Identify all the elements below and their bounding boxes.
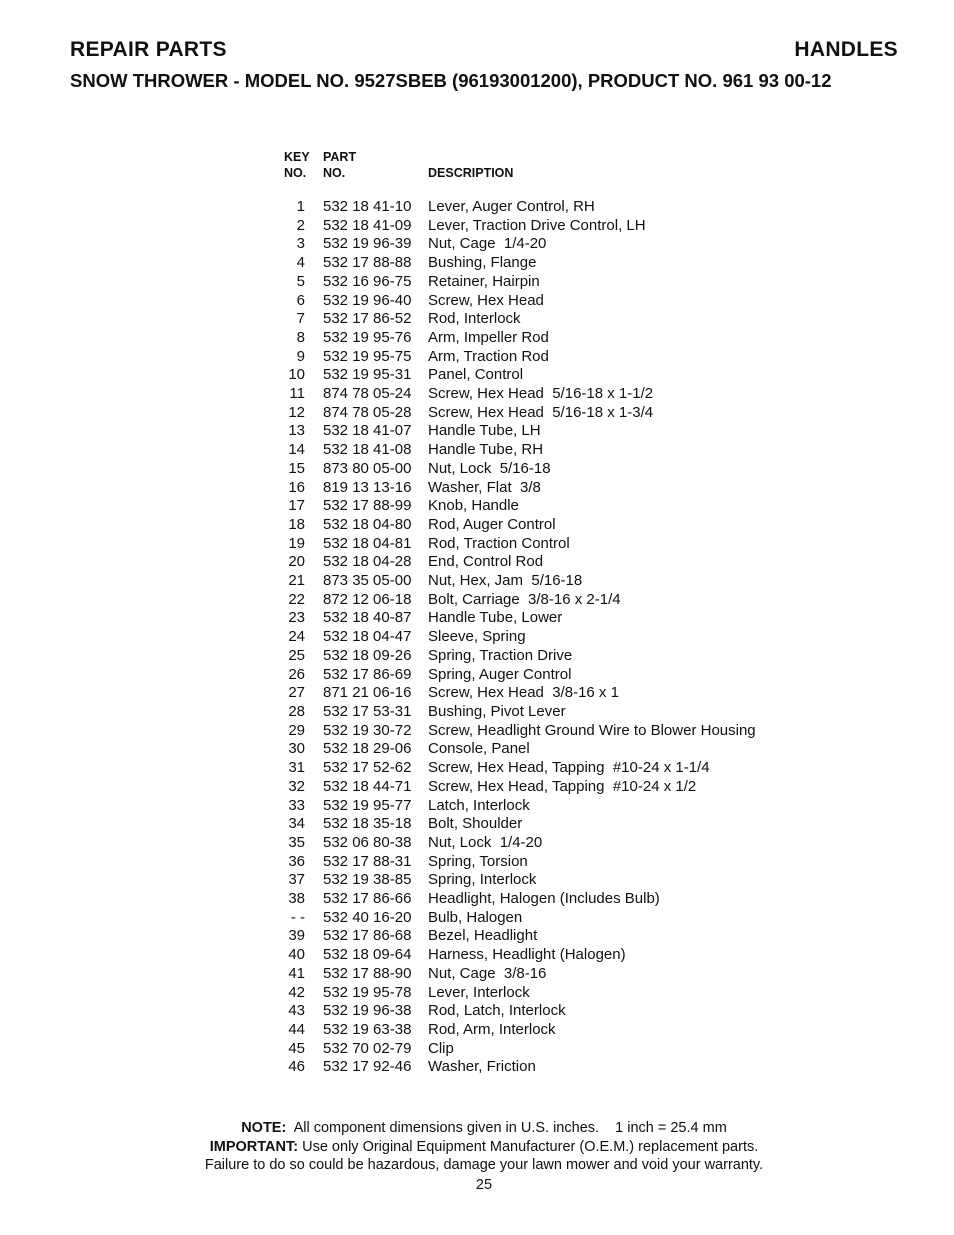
part-no-cell: 532 19 30-72 bbox=[323, 721, 412, 739]
key-no-cell: 46 bbox=[288, 1058, 305, 1076]
part-no-cell: 532 19 95-76 bbox=[323, 328, 412, 346]
description-cell: Knob, Handle bbox=[428, 497, 519, 515]
description-cell: Rod, Auger Control bbox=[428, 515, 556, 533]
part-no-cell: 873 80 05-00 bbox=[323, 459, 412, 477]
key-no-cell: 43 bbox=[288, 1002, 305, 1020]
parts-table-body bbox=[280, 198, 808, 1077]
key-no-cell: 40 bbox=[288, 946, 305, 964]
part-no-cell: 532 17 86-68 bbox=[323, 927, 412, 945]
key-no-cell: 38 bbox=[288, 890, 305, 908]
table-row bbox=[280, 759, 808, 778]
part-no-cell: 874 78 05-28 bbox=[323, 403, 412, 421]
table-row bbox=[280, 927, 808, 946]
table-row bbox=[280, 366, 808, 385]
table-row bbox=[280, 965, 808, 984]
key-no-cell: 11 bbox=[289, 385, 305, 403]
page-number: 25 bbox=[475, 1177, 493, 1193]
table-row bbox=[280, 217, 808, 236]
table-row bbox=[280, 740, 808, 759]
key-no-cell: 14 bbox=[288, 441, 305, 459]
part-no-cell: 532 17 53-31 bbox=[323, 702, 412, 720]
part-no-cell: 819 13 13-16 bbox=[323, 478, 412, 496]
table-row bbox=[280, 572, 808, 591]
table-row bbox=[280, 553, 808, 572]
part-no-cell: 532 19 63-38 bbox=[323, 1020, 412, 1038]
description-cell: Bolt, Shoulder bbox=[428, 815, 523, 833]
description-cell: Washer, Flat 3/8 bbox=[428, 478, 541, 496]
table-row bbox=[280, 198, 808, 217]
key-no-cell: 25 bbox=[288, 646, 305, 664]
description-cell: Nut, Lock 5/16-18 bbox=[428, 459, 551, 477]
part-no-cell: 532 17 52-62 bbox=[323, 759, 412, 777]
part-no-cell: 532 19 96-40 bbox=[323, 291, 412, 309]
table-row bbox=[280, 703, 808, 722]
part-no-cell: 874 78 05-24 bbox=[323, 385, 412, 403]
section-name: HANDLES bbox=[794, 38, 898, 61]
header-part-line1: PART bbox=[323, 150, 357, 164]
footer-notes bbox=[0, 1119, 954, 1175]
part-no-cell: 532 19 95-78 bbox=[323, 983, 412, 1001]
description-cell: Lever, Auger Control, RH bbox=[428, 198, 595, 215]
key-no-cell: 19 bbox=[288, 534, 305, 552]
part-no-cell: 532 18 41-08 bbox=[323, 441, 412, 459]
key-no-cell: 3 bbox=[296, 235, 305, 253]
description-cell: Bushing, Flange bbox=[428, 254, 537, 272]
description-cell: End, Control Rod bbox=[428, 553, 544, 571]
part-no-cell: 532 06 80-38 bbox=[323, 833, 412, 851]
part-no-cell: 532 18 41-07 bbox=[323, 422, 412, 440]
description-cell: Screw, Hex Head 5/16-18 x 1-1/2 bbox=[428, 385, 654, 403]
description-cell: Screw, Headlight Ground Wire to Blower Housing bbox=[428, 721, 756, 739]
part-no-cell: 532 18 04-81 bbox=[323, 534, 412, 552]
header-part-no bbox=[323, 150, 428, 198]
key-no-cell: 21 bbox=[288, 572, 305, 590]
description-cell: Spring, Torsion bbox=[428, 852, 528, 870]
part-no-cell: 532 18 40-87 bbox=[323, 609, 412, 627]
part-no-cell: 871 21 06-16 bbox=[323, 684, 412, 702]
description-cell: Arm, Impeller Rod bbox=[428, 328, 549, 346]
description-cell: Headlight, Halogen (Includes Bulb) bbox=[428, 890, 660, 908]
page-header bbox=[70, 38, 898, 68]
description-cell: Rod, Arm, Interlock bbox=[428, 1020, 556, 1038]
key-no-cell: 34 bbox=[288, 815, 305, 833]
description-cell: Console, Panel bbox=[428, 740, 530, 758]
key-no-cell: 22 bbox=[288, 590, 305, 608]
table-row bbox=[280, 946, 808, 965]
table-row bbox=[280, 984, 808, 1003]
part-no-cell: 532 18 04-80 bbox=[323, 515, 412, 533]
description-cell: Screw, Hex Head 3/8-16 x 1 bbox=[428, 684, 619, 702]
part-no-cell: 532 17 88-31 bbox=[323, 852, 412, 870]
key-no-cell: 31 bbox=[288, 759, 305, 777]
table-row bbox=[280, 1058, 808, 1077]
key-no-cell: 37 bbox=[288, 871, 305, 889]
table-row bbox=[280, 722, 808, 741]
part-no-cell: 532 18 44-71 bbox=[323, 777, 412, 795]
key-no-cell: 20 bbox=[288, 553, 305, 571]
part-no-cell: 532 17 88-99 bbox=[323, 497, 412, 515]
table-row bbox=[280, 385, 808, 404]
key-no-cell: 33 bbox=[288, 796, 305, 814]
description-cell: Nut, Hex, Jam 5/16-18 bbox=[428, 572, 583, 590]
description-cell: Sleeve, Spring bbox=[428, 628, 526, 646]
key-no-cell: 41 bbox=[288, 964, 305, 982]
key-no-cell: 27 bbox=[288, 684, 305, 702]
table-row bbox=[280, 460, 808, 479]
description-cell: Lever, Interlock bbox=[428, 983, 530, 1001]
key-no-cell: 36 bbox=[288, 852, 305, 870]
key-no-cell: 44 bbox=[288, 1020, 305, 1038]
key-no-cell: 5 bbox=[296, 272, 305, 290]
table-row bbox=[280, 348, 808, 367]
part-no-cell: 532 18 04-28 bbox=[323, 553, 412, 571]
description-cell: Spring, Traction Drive bbox=[428, 646, 573, 664]
key-no-cell: 39 bbox=[288, 927, 305, 945]
description-cell: Bulb, Halogen bbox=[428, 908, 523, 926]
key-no-cell: 24 bbox=[288, 628, 305, 646]
table-row bbox=[280, 797, 808, 816]
table-row bbox=[280, 273, 808, 292]
description-cell: Nut, Lock 1/4-20 bbox=[428, 833, 543, 851]
part-no-cell: 532 17 92-46 bbox=[323, 1058, 412, 1076]
description-cell: Washer, Friction bbox=[428, 1058, 536, 1076]
key-no-cell: 35 bbox=[288, 833, 305, 851]
part-no-cell: 532 17 86-69 bbox=[323, 665, 412, 683]
subtitle-suffix: (96193001200), PRODUCT NO. 961 93 00-12 bbox=[446, 70, 832, 91]
part-no-cell: 532 19 95-75 bbox=[323, 347, 412, 365]
key-no-cell: 28 bbox=[288, 702, 305, 720]
key-no-cell: 23 bbox=[288, 609, 305, 627]
key-no-cell: 10 bbox=[288, 366, 305, 384]
table-row bbox=[280, 647, 808, 666]
description-cell: Handle Tube, LH bbox=[428, 422, 541, 440]
table-row bbox=[280, 422, 808, 441]
key-no-cell: 8 bbox=[296, 328, 305, 346]
description-cell: Spring, Auger Control bbox=[428, 665, 572, 683]
key-no-cell: 12 bbox=[288, 403, 305, 421]
table-row bbox=[280, 535, 808, 554]
key-no-cell: 42 bbox=[288, 983, 305, 1001]
table-row bbox=[280, 778, 808, 797]
table-row bbox=[280, 871, 808, 890]
table-row bbox=[280, 684, 808, 703]
table-row bbox=[280, 292, 808, 311]
part-no-cell: 532 17 86-66 bbox=[323, 890, 412, 908]
table-row bbox=[280, 1040, 808, 1059]
note-label: NOTE: bbox=[241, 1120, 287, 1136]
table-row bbox=[280, 479, 808, 498]
part-no-cell: 532 17 88-90 bbox=[323, 964, 412, 982]
description-cell: Spring, Interlock bbox=[428, 871, 537, 889]
header-key-line2: NO. bbox=[284, 165, 307, 180]
description-cell: Screw, Hex Head, Tapping #10-24 x 1/2 bbox=[428, 777, 697, 795]
table-row bbox=[280, 609, 808, 628]
header-part-line2: NO. bbox=[323, 165, 346, 180]
important-line bbox=[0, 1138, 954, 1157]
key-no-cell: 16 bbox=[288, 478, 305, 496]
key-no-cell: 2 bbox=[296, 216, 305, 234]
subtitle-prefix: SNOW THROWER - MODEL NO. bbox=[70, 70, 355, 91]
description-cell: Handle Tube, RH bbox=[428, 441, 544, 459]
description-cell: Handle Tube, Lower bbox=[428, 609, 563, 627]
description-cell: Harness, Headlight (Halogen) bbox=[428, 946, 626, 964]
header-description: DESCRIPTION bbox=[428, 165, 514, 180]
description-cell: Rod, Traction Control bbox=[428, 534, 570, 552]
note-line bbox=[0, 1119, 954, 1138]
table-row bbox=[280, 441, 808, 460]
table-row bbox=[280, 890, 808, 909]
part-no-cell: 532 18 29-06 bbox=[323, 740, 412, 758]
description-cell: Lever, Traction Drive Control, LH bbox=[428, 216, 646, 234]
part-no-cell: 532 17 86-52 bbox=[323, 310, 412, 328]
table-row bbox=[280, 310, 808, 329]
part-no-cell: 532 18 41-09 bbox=[323, 216, 412, 234]
key-no-cell: 17 bbox=[288, 497, 305, 515]
part-no-cell: 532 18 04-47 bbox=[323, 628, 412, 646]
part-no-cell: 873 35 05-00 bbox=[323, 572, 412, 590]
part-no-cell: 532 19 95-31 bbox=[323, 366, 412, 384]
part-no-cell: 532 18 41-10 bbox=[323, 198, 412, 215]
note-text: All component dimensions given in U.S. inches. 1 inch = 25.4 mm bbox=[286, 1120, 727, 1136]
header-key-line1: KEY bbox=[284, 150, 310, 164]
description-cell: Panel, Control bbox=[428, 366, 524, 384]
description-cell: Bezel, Headlight bbox=[428, 927, 538, 945]
table-row bbox=[280, 666, 808, 685]
part-no-cell: 532 19 96-39 bbox=[323, 235, 412, 253]
description-cell: Screw, Hex Head 5/16-18 x 1-3/4 bbox=[428, 403, 654, 421]
table-row bbox=[280, 834, 808, 853]
key-no-cell: 45 bbox=[288, 1039, 305, 1057]
part-no-cell: 532 18 35-18 bbox=[323, 815, 412, 833]
description-cell: Rod, Latch, Interlock bbox=[428, 1002, 566, 1020]
table-row bbox=[280, 815, 808, 834]
description-cell: Nut, Cage 3/8-16 bbox=[428, 964, 547, 982]
part-no-cell: 532 19 96-38 bbox=[323, 1002, 412, 1020]
description-cell: Bushing, Pivot Lever bbox=[428, 702, 566, 720]
parts-table bbox=[280, 150, 808, 1077]
section-title: REPAIR PARTS bbox=[70, 38, 227, 61]
header-row bbox=[280, 150, 808, 198]
table-row bbox=[280, 404, 808, 423]
part-no-cell: 532 18 09-26 bbox=[323, 646, 412, 664]
description-cell: Nut, Cage 1/4-20 bbox=[428, 235, 547, 253]
description-cell: Screw, Hex Head bbox=[428, 291, 544, 309]
key-no-cell: 30 bbox=[288, 740, 305, 758]
key-no-cell: 1 bbox=[296, 198, 305, 215]
table-row bbox=[280, 909, 808, 928]
key-no-cell: - - bbox=[290, 908, 305, 926]
description-cell: Arm, Traction Rod bbox=[428, 347, 549, 365]
part-no-cell: 532 18 09-64 bbox=[323, 946, 412, 964]
table-row bbox=[280, 235, 808, 254]
table-row bbox=[280, 853, 808, 872]
key-no-cell: 32 bbox=[288, 777, 305, 795]
part-no-cell: 532 40 16-20 bbox=[323, 908, 412, 926]
table-row bbox=[280, 254, 808, 273]
table-row bbox=[280, 329, 808, 348]
header-key-no bbox=[280, 150, 323, 198]
warning-line: Failure to do so could be hazardous, damage your lawn mower and void your warranty. bbox=[204, 1157, 764, 1173]
part-no-cell: 872 12 06-18 bbox=[323, 590, 412, 608]
model-subtitle bbox=[70, 70, 900, 92]
important-label: IMPORTANT: bbox=[209, 1138, 299, 1155]
part-no-cell: 532 19 38-85 bbox=[323, 871, 412, 889]
key-no-cell: 18 bbox=[288, 515, 305, 533]
description-cell: Latch, Interlock bbox=[428, 796, 530, 814]
table-row bbox=[280, 628, 808, 647]
key-no-cell: 6 bbox=[296, 291, 305, 309]
part-no-cell: 532 19 95-77 bbox=[323, 796, 412, 814]
key-no-cell: 26 bbox=[288, 665, 305, 683]
key-no-cell: 9 bbox=[296, 347, 305, 365]
key-no-cell: 15 bbox=[288, 459, 305, 477]
important-text: Use only Original Equipment Manufacturer (O.E.M.) replacement parts. bbox=[298, 1138, 759, 1155]
model-number: 9527SBEB bbox=[354, 70, 447, 91]
key-no-cell: 7 bbox=[296, 310, 305, 328]
key-no-cell: 29 bbox=[288, 721, 305, 739]
key-no-cell: 13 bbox=[288, 422, 305, 440]
parts-table-header bbox=[280, 150, 808, 198]
part-no-cell: 532 17 88-88 bbox=[323, 254, 412, 272]
key-no-cell: 4 bbox=[296, 254, 305, 272]
table-row bbox=[280, 516, 808, 535]
table-row bbox=[280, 1002, 808, 1021]
description-cell: Screw, Hex Head, Tapping #10-24 x 1-1/4 bbox=[428, 759, 710, 777]
description-cell: Rod, Interlock bbox=[428, 310, 521, 328]
table-row bbox=[280, 591, 808, 610]
table-row bbox=[280, 1021, 808, 1040]
part-no-cell: 532 16 96-75 bbox=[323, 272, 412, 290]
description-cell: Retainer, Hairpin bbox=[428, 272, 540, 290]
description-cell: Bolt, Carriage 3/8-16 x 2-1/4 bbox=[428, 590, 621, 608]
part-no-cell: 532 70 02-79 bbox=[323, 1039, 412, 1057]
description-cell: Clip bbox=[428, 1039, 454, 1057]
table-row bbox=[280, 497, 808, 516]
